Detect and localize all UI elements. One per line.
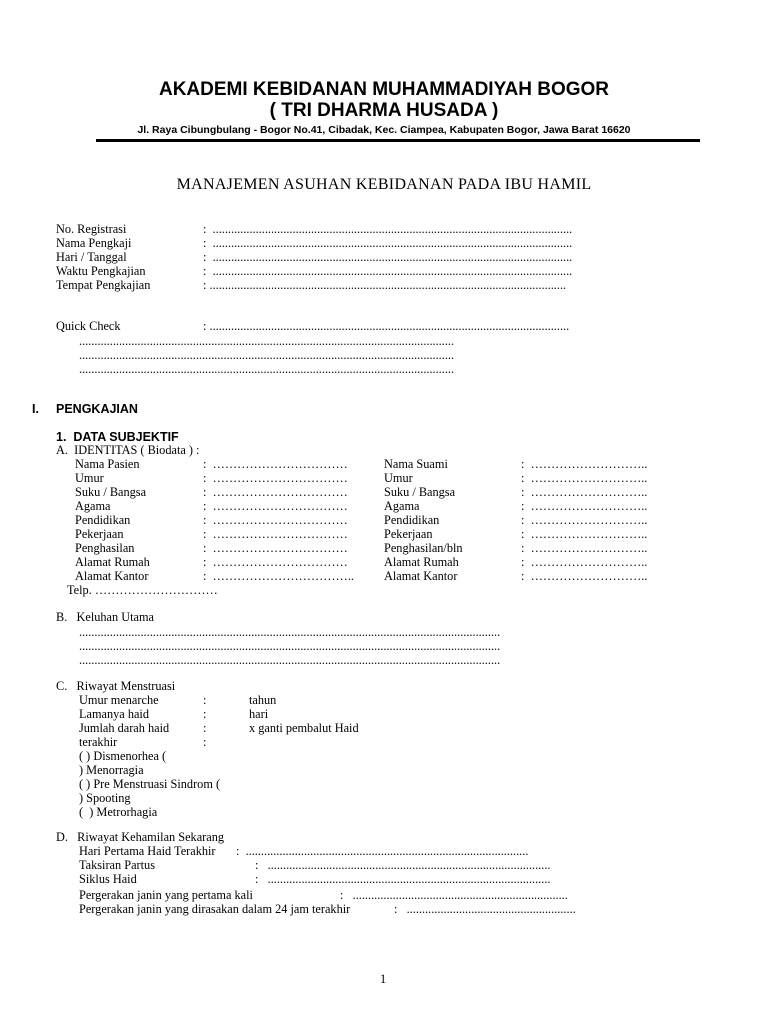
institution-address: Jl. Raya Cibungbulang - Bogor No.41, Cibadak, Kec. Ciampea, Kabupaten Bogor, Jawa Barat 16620 (137, 124, 631, 136)
registration-value: : ..................................................................................................................... (203, 250, 573, 264)
identitas-husband-label: Pendidikan (384, 513, 440, 527)
menstruasi-colon: : (203, 693, 207, 707)
section-heading: PENGKAJIAN (56, 402, 138, 416)
identitas-wife-label: Penghasilan (75, 541, 135, 555)
registration-value: : ..................................................................................................................... (203, 222, 573, 236)
kehamilan-label: Taksiran Partus (79, 858, 155, 872)
keluhan-line: ......................................................................................................................................... (79, 653, 501, 667)
kehamilan-label: Hari Pertama Haid Terakhir (79, 844, 216, 858)
menstruasi-label: terakhir (79, 735, 118, 749)
identitas-husband-value: : ……………………….. (521, 499, 648, 513)
quick-check-label: Quick Check (56, 319, 121, 333)
identitas-wife-label: Alamat Rumah (75, 555, 150, 569)
menstruasi-label: Umur menarche (79, 693, 159, 707)
kehamilan-label: Pergerakan janin yang pertama kali (79, 888, 253, 902)
registration-label: Tempat Pengkajian (56, 278, 151, 292)
registration-value: : .................................................................................................................... (203, 278, 567, 292)
identitas-husband-value: : ……………………….. (521, 541, 648, 555)
menstruasi-item: ) Spooting (79, 791, 131, 805)
identitas-husband-value: : ……………………….. (521, 569, 648, 583)
identitas-wife-value: : …………………………… (203, 555, 348, 569)
document-title: MANAJEMEN ASUHAN KEBIDANAN PADA IBU HAMIL (176, 176, 592, 193)
menstruasi-item: ( ) Pre Menstruasi Sindrom ( (79, 777, 221, 791)
telp-field: Telp. ………………………… (67, 583, 218, 597)
identitas-wife-value: : …………………………… (203, 485, 348, 499)
registration-value: : ..................................................................................................................... (203, 264, 573, 278)
kehamilan-value: : ............................................................................................ (236, 844, 529, 858)
identitas-wife-value: : …………………………… (203, 499, 348, 513)
identitas-wife-value: : …………………………… (203, 457, 348, 471)
identitas-husband-value: : ……………………….. (521, 471, 648, 485)
quick-check-value: : ..................................................................................................................... (203, 319, 570, 333)
identitas-wife-value: : …………………………… (203, 513, 348, 527)
registration-label: Nama Pengkaji (56, 236, 132, 250)
kehamilan-label: Siklus Haid (79, 872, 137, 886)
keluhan-line: ......................................................................................................................................... (79, 639, 501, 653)
identitas-wife-label: Pekerjaan (75, 527, 124, 541)
menstruasi-label: Lamanya haid (79, 707, 149, 721)
identitas-husband-label: Umur (384, 471, 413, 485)
header-divider (96, 139, 700, 142)
menstruasi-colon: : (203, 735, 207, 749)
quick-check-line: .......................................................................................................................... (79, 362, 455, 376)
keluhan-heading: B. Keluhan Utama (56, 610, 155, 624)
identitas-wife-label: Suku / Bangsa (75, 485, 147, 499)
identitas-wife-value: : …………………………… (203, 471, 348, 485)
identitas-heading: A. IDENTITAS ( Biodata ) : (56, 443, 200, 457)
identitas-wife-label: Agama (75, 499, 111, 513)
menstruasi-item: ( ) Dismenorhea ( (79, 749, 167, 763)
institution-subtitle: ( TRI DHARMA HUSADA ) (269, 100, 499, 121)
identitas-husband-value: : ……………………….. (521, 513, 648, 527)
keluhan-line: ......................................................................................................................................... (79, 625, 501, 639)
identitas-wife-value: : …………………………… (203, 527, 348, 541)
menstruasi-label: Jumlah darah haid (79, 721, 170, 735)
menstruasi-value: x ganti pembalut Haid (249, 721, 359, 735)
menstruasi-item: ( ) Metrorhagia (79, 805, 158, 819)
institution-name: AKADEMI KEBIDANAN MUHAMMADIYAH BOGOR (158, 79, 610, 100)
kehamilan-label: Pergerakan janin yang dirasakan dalam 24 jam terakhir (79, 902, 351, 916)
identitas-husband-value: : ……………………….. (521, 527, 648, 541)
identitas-wife-value: : …………………………….. (203, 569, 354, 583)
identitas-husband-label: Alamat Rumah (384, 555, 459, 569)
registration-label: Hari / Tanggal (56, 250, 127, 264)
page-number: 1 (380, 972, 387, 986)
identitas-husband-label: Nama Suami (384, 457, 448, 471)
identitas-husband-label: Pekerjaan (384, 527, 433, 541)
identitas-wife-label: Nama Pasien (75, 457, 140, 471)
quick-check-line: .......................................................................................................................... (79, 334, 455, 348)
menstruasi-colon: : (203, 721, 207, 735)
identitas-husband-label: Penghasilan/bln (384, 541, 463, 555)
identitas-husband-value: : ……………………….. (521, 457, 648, 471)
kehamilan-value: : ............................................................................................ (255, 858, 551, 872)
identitas-husband-label: Alamat Kantor (384, 569, 458, 583)
kehamilan-value: : ...................................................................... (340, 888, 568, 902)
menstruasi-colon: : (203, 707, 207, 721)
kehamilan-heading: D. Riwayat Kehamilan Sekarang (56, 830, 225, 844)
identitas-husband-label: Agama (384, 499, 420, 513)
identitas-husband-value: : ……………………….. (521, 555, 648, 569)
identitas-husband-label: Suku / Bangsa (384, 485, 456, 499)
identitas-wife-label: Umur (75, 471, 104, 485)
kehamilan-value: : ....................................................... (394, 902, 576, 916)
section-number: I. (32, 402, 39, 416)
menstruasi-value: tahun (249, 693, 277, 707)
identitas-husband-value: : ……………………….. (521, 485, 648, 499)
menstruasi-value: hari (249, 707, 269, 721)
subsection-heading: 1. DATA SUBJEKTIF (56, 430, 179, 444)
identitas-wife-label: Alamat Kantor (75, 569, 149, 583)
registration-value: : ..................................................................................................................... (203, 236, 573, 250)
registration-label: No. Registrasi (56, 222, 127, 236)
kehamilan-value: : ............................................................................................ (255, 872, 551, 886)
identitas-wife-value: : …………………………… (203, 541, 348, 555)
menstruasi-heading: C. Riwayat Menstruasi (56, 679, 176, 693)
identitas-wife-label: Pendidikan (75, 513, 131, 527)
registration-label: Waktu Pengkajian (56, 264, 146, 278)
menstruasi-item: ) Menorragia (79, 763, 144, 777)
quick-check-line: .......................................................................................................................... (79, 348, 455, 362)
